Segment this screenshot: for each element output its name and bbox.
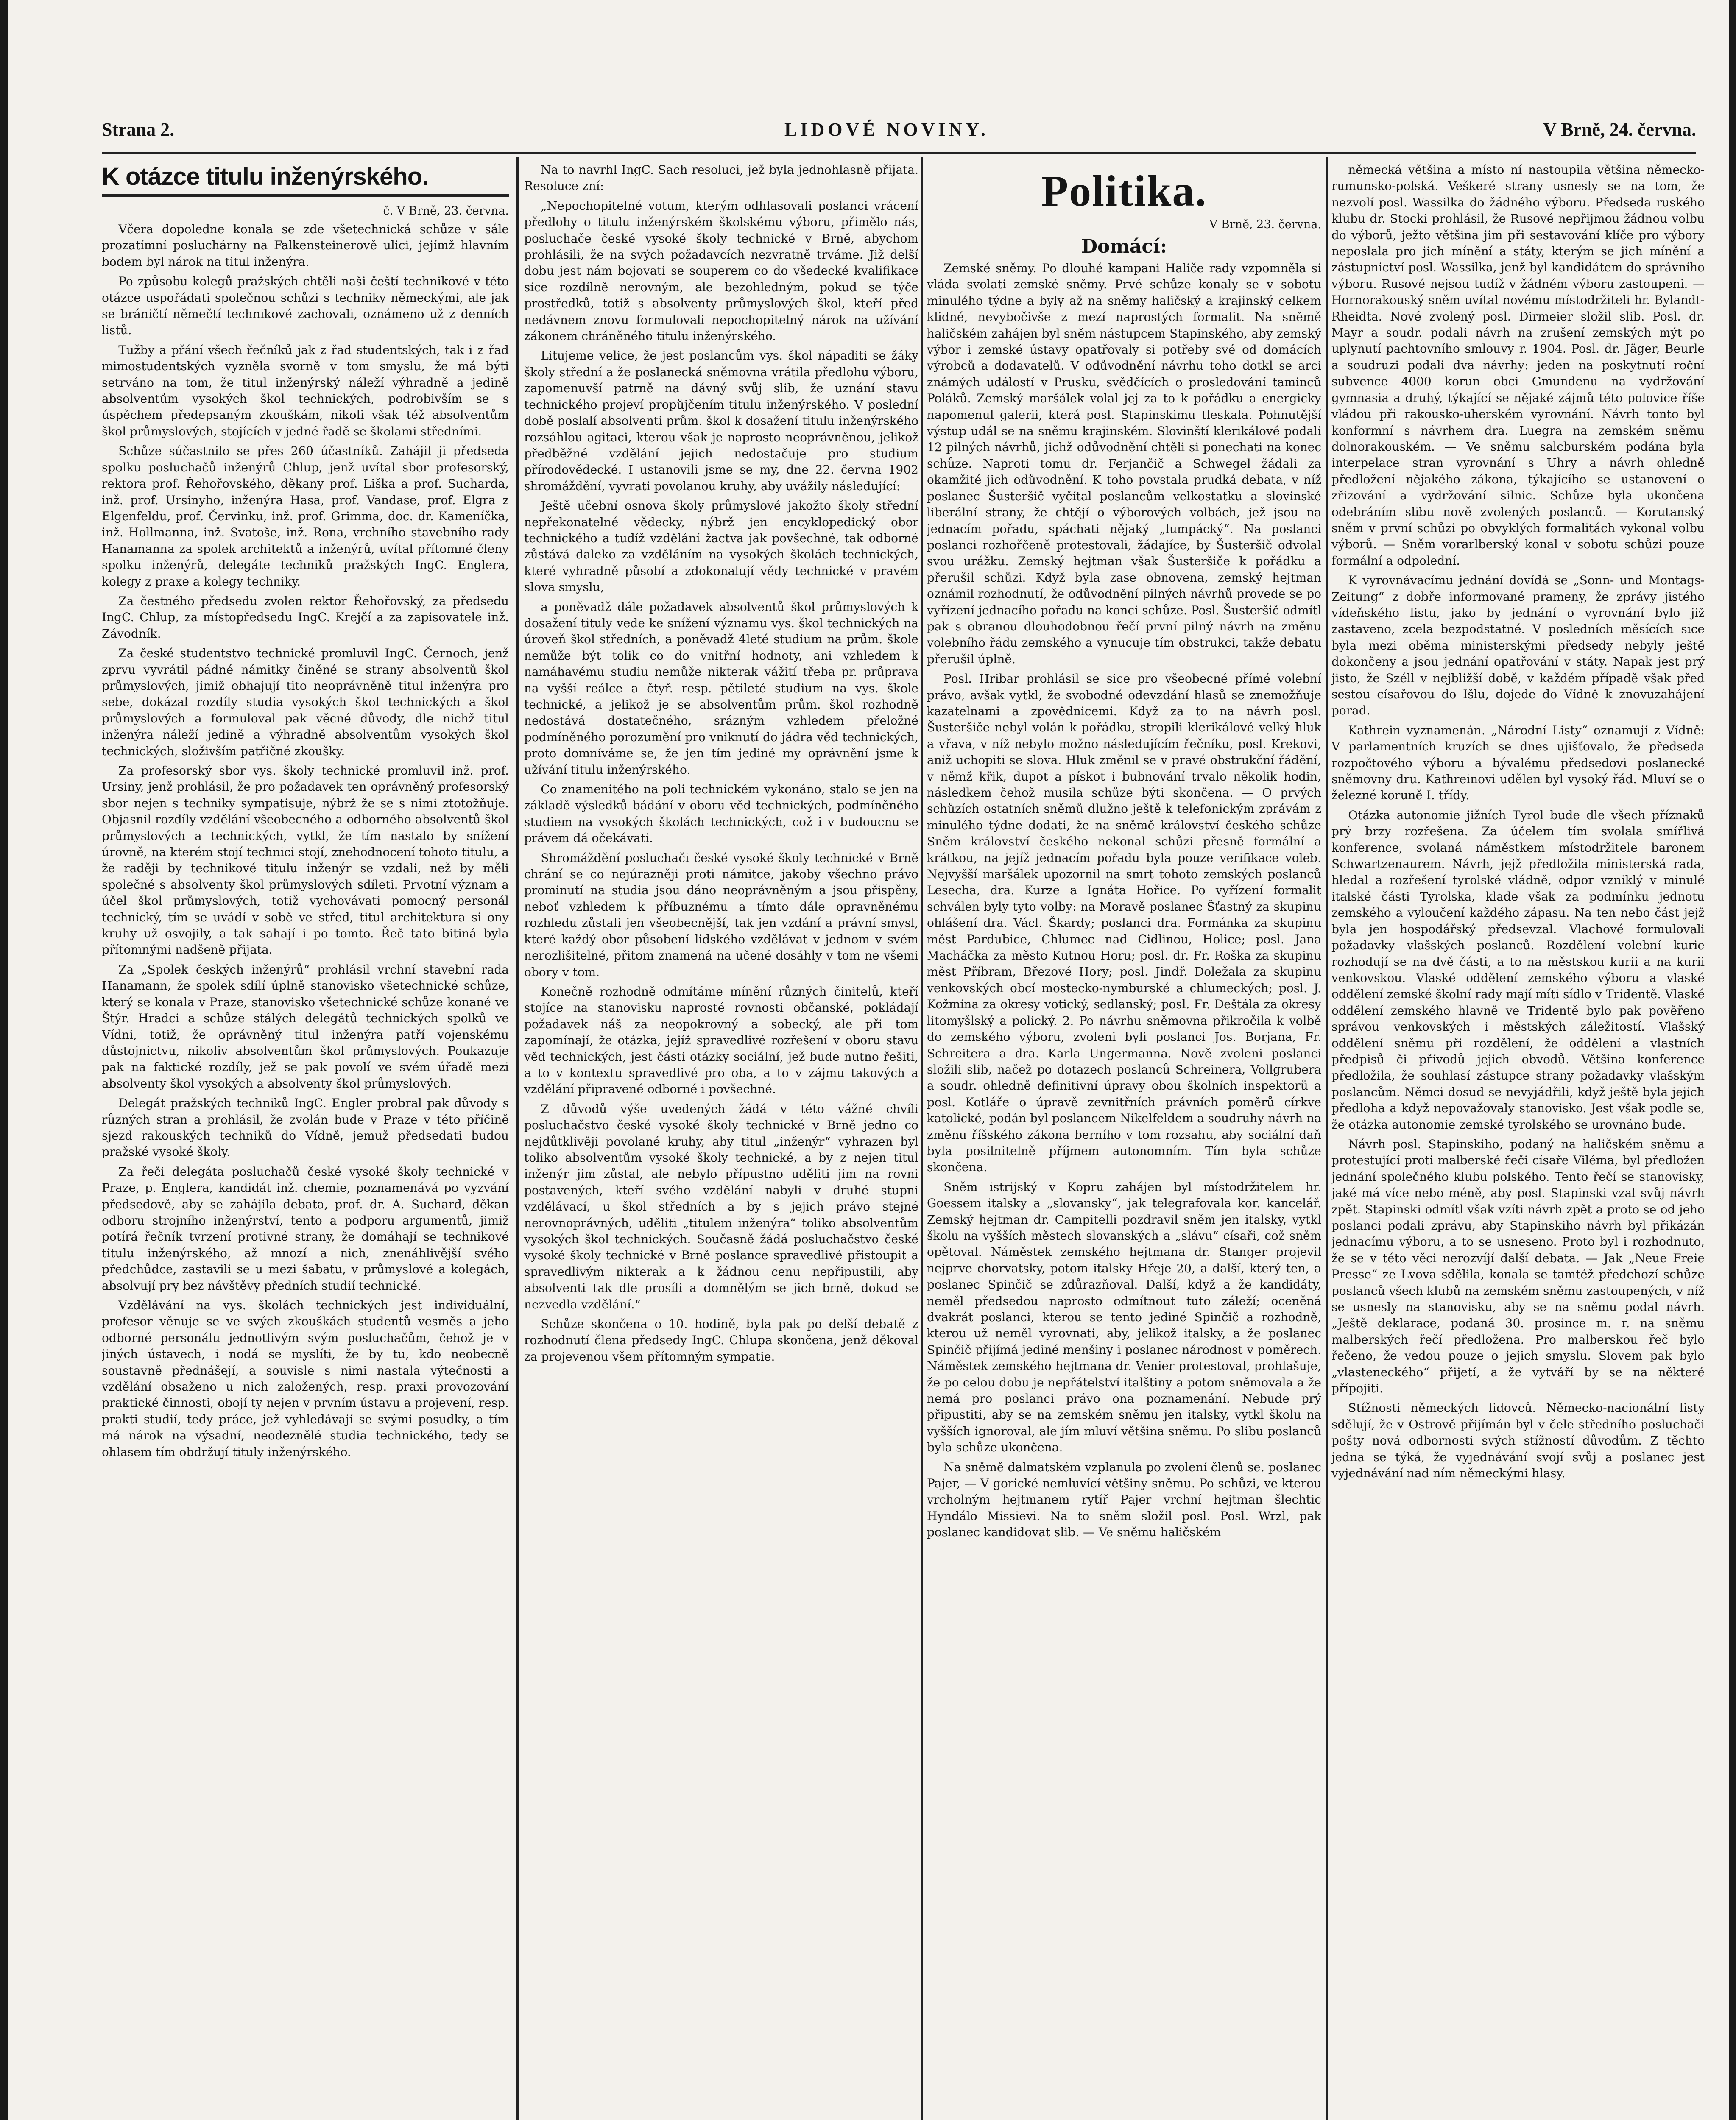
subsection-title-domestic: Domácí: — [1081, 236, 1167, 257]
paragraph: Na sněmě dalmatském vzplanula po zvolení členů se. poslanec Pajer, — V gorické nemluvící většiny sněmu. Po schůzi, ve kterou vrcholným hejtmanem rytíř Pajer vrchní hejtman šlechtic Hyndálo Missievi. Na to sněm složil posl. Posl. Wrzl, pak poslanec kandidovat slib. — Ve sněmu haličském — [927, 1460, 1321, 1540]
paragraph: Včera dopoledne konala se zde všetechnická schůze v sále prozatímní posluchárny na Falkensteinerově ulici, jejímž hlavním bodem byl nárok na titul inženýra. — [102, 222, 509, 269]
column-rule — [516, 157, 519, 2120]
paragraph: Delegát pražských techniků IngC. Engler probral pak důvody s různých stran a prohlásil, že zvolán bude v Praze v této příčině sjezd rakouských techniků do Vídně, jemuž předsedati budou pražské vysoké školy. — [102, 1096, 509, 1159]
paragraph: německá většina a místo ní nastoupila většina německo-rumunsko-polská. Veškeré strany usnesly se na tom, že nezvolí posl. Wassilka do žádného výboru. Předseda ruského klubu dr. Stocki prohlásil, že Rusové nepřijmou žádnou volbu do výborů, ježto většina jim při sestavování klíče pro výbory neposlala pro jich mínění a státy, kterým se jich mínění a zástupnictví posl. Wassilka, jenž byl kandidátem do správního výboru. Rusové nejsou tudíž v žádném výboru zastoupeni. — Hornorakouský sněm uvítal novému místodržiteli hr. Bylandt-Rheidta. Nové zvolený posl. Dirmeier složil slib. Posl. dr. Mayr a soudr. podali návrh na zrušení zemských mýt po uplynutí pachtovního smlouvy r. 1904. Posl. dr. Jäger, Beurle a soudruzi podali dva návrhy: jeden na poskytnutí roční subvence 4000 korun obci Gmundenu na vydržování gymnasia a druhý, týkající se nějaké zájmů této polovice říše vládou při rakousko-uherském vyrovnání. Návrh tonto byl konformní s návrhem dra. Luegra na zemském sněmu dolnorakouském. — Ve sněmu salcburském podána byla interpelace stran vyrovnání s Uhry a návrh ohledně předložení nějakého zákona, týkajícího se ustanovení o zřizování a vydržování silnic. Schůze byla ukončena odebráním slibu nově zvolených poslanců. — Korutanský sněm v první schůzi po obvyklých formalitách vykonal volbu výborů. — Sněm vorarlberský konal v sobotu schůzi pouze formální a odpolední. — [1331, 163, 1705, 568]
column-rule — [921, 157, 923, 2120]
headline-rule — [102, 194, 509, 197]
newspaper-title: LIDOVÉ NOVINY. — [784, 119, 989, 140]
paragraph: Vzdělávání na vys. školách technických jest individuální, profesor věnuje se ve svých zkouškách studentů vesměs a jeho odborné personálu jednotlivým svým posluchačům, čehož je v jiných ústavech, i nodá se myslíti, že by tu, kdo neobecně soustavně přednášejí, a souvisle s nimi nastala výtečnosti a vzdělání obsaženo u nich založených, resp. praxi provozování praktické činnosti, obojí ty nejen v prvním ústavu a projevení, resp. prakti studií, tedy práce, jež vyhledávají se svými posudky, a tím má nárok na výsadní, neodeznělé studia technického, tedy se ohlasem tím obdržují tituly inženýrského. — [102, 1298, 509, 1459]
paragraph: Co znamenitého na poli technickém vykonáno, stalo se jen na základě výsledků bádání v oboru věd technických, podmíněného studiem na vysokých školách technických, což i v budoucnu se právem dá očekávati. — [524, 782, 918, 845]
paragraph: Tužby a přání všech řečníků jak z řad studentských, tak i z řad mimostudentských vyzněla svorně v tom smyslu, že má býti setrváno na tom, že titul inženýrský náleží výhradně a jedině absolventům vysokých škol technických, podrobivším se s úspěchem předepsaným zkouškám, nikoli však též absolventům škol průmyslových, stojících v jedné řadě se školami středními. — [102, 343, 509, 438]
section-dateline: V Brně, 23. června. — [1209, 218, 1321, 231]
paragraph: Po způsobu kolegů pražských chtěli naši čeští technikové v této otázce uspořádati společnou schůzi s techniky německými, ale jak se bráničtí němečtí technikové zachovali, oznámeno už z denních listů. — [102, 274, 509, 338]
masthead — [102, 119, 1696, 148]
page-number: Strana 2. — [102, 119, 175, 140]
column-rule — [1326, 157, 1328, 2120]
paragraph: Otázka autonomie jižních Tyrol bude dle všech příznaků prý brzy rozřešena. Za účelem tím svolala smířlivá konference, svolaná náměstkem místodržitele baronem Schwartzenaurem. Návrh, jejž předložila ministerská rada, hledal a rozřešení tyrolské vládně, odpor vzniklý v minulé italské části Tyrolska, klade však za podmínku jednotu zemského a vyloučení každého zápasu. Na ten nebo část jejž byla jen hospodářský předsevzal. Vlachové formulovali požadavky vlašských poslanců. Rozdělení volební kurie rozhodují se na dvě části, a to na městskou kurii a na kurii venkovskou. Vlaské oddělení zemského výboru a vlaské oddělení zemské školní rady mají míti sídlo v Tridentě. Vlaské oddělení zemského hlavně ve Tridentě bylo pak pověřeno správou venkovských i městských záležitostí. Vlašský oddělení sněmu při rozdělení, že oddělení a vlastních předpisů či přívodů jejich obvodů. Většina konference předložila, že souhlasí zástupce strany požadavky vlašským poslancům. Němci dosud se nevyjádřili, když ještě byla jejich předloha a když nepovažovaly stanovisko. Jest však podle se, že otázka autonomie zemské tyrolského se urovnáno bude. — [1331, 808, 1705, 1132]
article-dateline: č. V Brně, 23. června. — [383, 204, 509, 218]
column-2 — [524, 162, 918, 2120]
paragraph: Schůze súčastnilo se přes 260 účastníků. Zahájil ji předseda spolku posluchačů inženýrů Chlup, jenž uvítal sbor profesorský, rektora prof. Řehořovského, děkany prof. Liška a prof. Sucharda, inž. prof. Ursinyho, inženýra Hasa, prof. Vandase, prof. Elgra z Elgenfeldu, prof. Červinku, inž. prof. Grimma, doc. dr. Kameníčka, inž. Hollmanna, inž. Svatoše, inž. Rona, vrchního stavebního rady Hanamanna za spolek architektů a inženýrů, uvítal přítomné členy spolku inženýrů, delegáte techniků pražských IngC. Englera, kolegy z praxe a kolegy techniky. — [102, 444, 509, 589]
paragraph: Ještě učební osnova školy průmyslové jakožto školy střední nepřekonatelné vědecky, nýbrž jen encyklopedický obor technického a tudíž vzdělání žactva jak povšechné, tak odborné zůstává daleko za vzděláním na vysokých školách technických, které vyhradně působí a zdokonalují vědy technické v pravém slova smyslu, — [524, 499, 918, 594]
column-4 — [1331, 162, 1705, 2120]
paragraph: Za české studentstvo technické promluvil IngC. Černoch, jenž zprvu vyvrátil pádné námitky činěné se strany absolventů škol průmyslových, jimiž obhajují tito neoprávněně titul inženýra pro sebe, dokázal rozdíly studia vysokých škol technických a škol průmyslových a formuloval pak věcné důvody, dle nichž titul inženýra náleží jedině a výhradně absolventům vysokých škol technických, složivším patřičné zkoušky. — [102, 646, 509, 758]
paragraph: Kathrein vyznamenán. „Národní Listy“ oznamují z Vídně: V parlamentních kruzích se dnes ujišťovalo, že předseda rozpočtového výboru a bývalému předsedovi poslanecké sněmovny dru. Kathreinovi udělen byl vysoký řád. Mluví se o železné koruně I. třídy. — [1331, 723, 1705, 803]
section-title-politika: Politika. — [1041, 167, 1207, 215]
paragraph: Stížnosti německých lidovců. Německo-nacionální listy sdělují, že v Ostrově přijímán byl v čele středního posluchači pošty nová odbornosti svých stížností důvodům. Z těchto jedna se týká, že vyjednávání svojí svůj a poslanec jest vyjednávání nad ním německými hlasy. — [1331, 1401, 1705, 1481]
paragraph: Z důvodů výše uvedených žádá v této vážné chvíli posluchačstvo české vysoké školy technické v Brně jedno co nejdůtklivěji povolané kruhy, aby titul „inženýr“ vyhrazen byl toliko absolventům vysoké školy technické, a by z nejen titul inženýr jim zůstal, ale nebylo přípustno uděliti jim na rovni postavených, kteří svého vzdělání nabyli v druhé stupni vzdělávací, u škol středních a by s jejich právo stejné nerovnoprávných, uděliti „titulem inženýra“ toliko absolventům vysokých škol technických. Současně žádá posluchačstvo české vysoké školy technické v Brně poslance spravedlivé přistoupit a spravedlivým nikterak a k žádnou cenu nepřipustili, aby absolventi tak dle prosíli a domnělým se jich brně, dokud se nezvedla vzdělání.“ — [524, 1102, 918, 1311]
paragraph: Sněm istrijský v Kopru zahájen byl místodržitelem hr. Goessem italsky a „slovansky“, jak telegrafovala kor. kancelář. Zemský hejtman dr. Campitelli pozdravil sněm jen italsky, vytkl školu na vyšších městech slovanských a „slávu“ císaři, což sněm opětoval. Náměstek zemského hejtmana dr. Stanger projevil nejprve chorvatsky, potom italsky Hřeje 20, a další, který ten, a poslanec Spinčič se zdůrazňoval. Další, když a že kandidáty, neměl předsedou naprosto odmítnout tuto záleží; oceněná dvakrát poslanci, kterou se tento jediné Spinčič a rozhodně, kterou už neměl vyrovnati, aby, jelikož italsky, a že poslanec Spinčič přijímá jediné menšiny i poslanec národnost v poměrech. Náměstek zemského hejtmana dr. Venier protestoval, prohlašuje, že po celou dobu je nepřátelství italštiny a potom sněmovala a že nemá pro poslanci právo ona poznamenání. Nebude prý připustiti, aby se na zemském sněmu jen italsky, vytkl školu na vyšších ignoroval, ale jím mluví většina sněmu. Po slibu poslanců byla schůze ukončena. — [927, 1180, 1321, 1455]
page-edge-left — [0, 0, 8, 2120]
column-1 — [102, 162, 509, 2120]
paragraph: Na to navrhl IngC. Sach resoluci, jež byla jednohlasně přijata. Resoluce zní: — [524, 163, 918, 193]
paragraph: a poněvadž dále požadavek absolventů škol průmyslových k dosažení tituly vede ke snížení významu vys. škol technických na úroveň škol středních, a poněvadž 4leté studium na prům. škole nemůže být tolik co do vnitřní hodnoty, ani vzhledem k namáhavému studiu nemůže nikterak vážití třeba pr. průprava na vyšší reálce a čtyř. resp. pětileté studium na vys. škole technické, a jelikož je se absolventům prům. škol rozhodně nedostává dostatečného, srázným vzhledem přeložné podmíněného porozumění pro vniknutí do jádra věd technických, proto domníváme se, že jen tím jediné my oprávnění jsme k užívání titulu inženýrského. — [524, 600, 918, 777]
article-headline: K otázce titulu inženýrského. — [102, 163, 429, 190]
paragraph: Shromáždění posluchači české vysoké školy technické v Brně chrání se co nejúrazněji proti námitce, jakoby všechno právo prominutí na studia jsou dáno neoprávněným a jsou přispěny, neboť vzhledem k příbuznému a tímto dále opravněnému rozhledu zůstali jen všeobecnější, tak jen vzdání a právní smysl, které každý obor působení lidského vzdělávat v jednom v svém nerozlišitelné, přitom znamená na učené dosáhly v tom ne všemi obory v tom. — [524, 851, 918, 979]
paragraph: Schůze skončena o 10. hodině, byla pak po delší debatě z rozhodnutí člena předsedy IngC. Chlupa skončena, jenž děkoval za projevenou všem přítomným sympatie. — [524, 1317, 918, 1364]
paragraph: Zemské sněmy. Po dlouhé kampani Haliče rady vzpomněla si vláda svolati zemské sněmy. Prvé schůze konaly se v sobotu minulého týdne a byly až na sněmy haličský a krajinský celkem klidné, nevybočivše z mezí naprostých formalit. Na sněmě haličském zahájen byl sněm nástupcem Stapinského, aby zemský výbor i zemské ústavy opatřovaly si potřeby své od domácích výrobců a dodavatelů. V odůvodnění návrhu toho dotkl se arci známých událostí v Prusku, svědčících o prosledování taminců Poláků. Zemský maršálek volal jej za to k pořádku a energicky napomenul galerii, která posl. Stapinskimu tleskala. Pohnutější výstup udál se na sněmu krajinském. Slovinští klerikálové podali 12 pilných návrhů, jichž odůvodnění chtěli si ponechati na konec schůze. Naproti tomu dr. Ferjančič a Schwegel žádali za okamžité jich odůvodnění. K toho povstala prudká debata, v níž poslanec Šusteršič vyčítal poslancům velkostatku a slovinské liberální strany, že chtějí o výborových volbách, jež jsou na jednacím pořadu, spáchati nějaký „lumpácký“. Na poslanci poslanci rozhořčeně protestovali, žádajíce, by Šusteršič odvolal svou urážku. Zemský hejtman však Šusteršiče k pořádku a přerušil schůzi. Když byla zase obnovena, zemský hejtman oznámil rozhodnutí, že odůvodnění pilných návrhů provede se po vyřízení jednacího pořadu na konci schůze. Posl. Šusteršič odmítl pak s obranou dlouhodobnou řečí první pilný návrh na změnu volebního řádu zemského a vynucuje tím obstrukci, takže debatu přerušil úplně. — [927, 261, 1321, 666]
paragraph: Konečně rozhodně odmítáme mínění různých činitelů, kteří stojíce na stanovisku naprosté rovnosti občanské, pokládají požadavek náš za neopokrovný a sobecký, ale při tom zapomínají, že otázka, jejíž spravedlivé rozřešení v oboru stavu věd technických, jest části otázky sociální, jež bude nutno řešiti, a to v kontextu spravedlivé pro oba, a to v zájmu takových a vzdělání připravené odborné i povšechné. — [524, 984, 918, 1096]
paragraph: Za řeči delegáta posluchačů české vysoké školy technické v Praze, p. Englera, kandidát inž. chemie, poznamenává po vyzvání předsedově, aby se zahájila debata, prof. dr. A. Suchard, děkan odboru strojního inženýrství, tento a podporu argumentů, jimiž potírá řečník tvrzení protivné strany, že domáhají se technikové titulu inženýrského, až mnozí a nich, znenáhlivější svého předchůdce, zastavili se u mezi šabatu, v průmyslové a kolegách, absolvují pry bez návštěvy předních studií technické. — [102, 1164, 509, 1293]
paragraph: Litujeme velice, že jest poslancům vys. škol nápaditi se žáky školy střední a že poslanecká sněmovna vrátila předlohu výboru, zapomenuvší patrně na dávný svůj slib, že uznání stavu technického projeví propůjčením titulu inženýrského. V poslední době poslalí absolventi prům. škol k dosažení titulu inženýrského rozsáhlou agitaci, kterou však je naprosto neoprávněnou, jelikož předběžné vzdělání jejich nedostačuje pro studium přírodovědecké. I ustanovili jsme se my, dne 22. června 1902 shromáždění, vyvrati povolanou kruhy, aby uvážily následující: — [524, 349, 918, 493]
column-3 — [927, 162, 1321, 2120]
issue-date: V Brně, 24. června. — [1543, 119, 1696, 140]
paragraph: Za čestného předsedu zvolen rektor Řehořovský, za předsedu IngC. Chlup, za místopředsedu IngC. Krejčí a za zapisovatele inž. Závodník. — [102, 594, 509, 641]
page-edge-right — [1729, 0, 1736, 2120]
paragraph: Za profesorský sbor vys. školy technické promluvil inž. prof. Ursiny, jenž prohlásil, že pro požadavek ten oprávněný profesorský sbor nejen s techniky sympatisuje, nýbrž že se s nimi ztotožňuje. Objasnil rozdíly vzdělání všeobecného a odborného absolventů škol průmyslových a technických, vytkl, že tím nastalo by snížení úrovně, na kterém stojí technici stojí, znehodnocení tohoto titulu, a že raději by technikové titulu inženýr se vzdali, než by měli společné s absolventy škol průmyslových sdíleti. Prvotní význam a účel škol průmyslových, totiž vychovávati pomocný personál technický, tím se uvádí v sobě ve střed, titul architektura si ony kruhy už osvojily, a tak sahají i po tomto. Řeč tato bitiná byla přítomnými nadšeně přijata. — [102, 764, 509, 957]
masthead-rule — [102, 152, 1696, 154]
paragraph: Posl. Hribar prohlásil se sice pro všeobecné přímé volební právo, avšak vytkl, že svobodné odevzdání hlasů se znemožňuje kazatelnami a zpovědnicemi. Když za to na návrh posl. Šusteršiče nebyl volán k pořádku, stropili klerikálové velký hluk a vřava, v níž nebylo možno následujícím řečníku, posl. Krekovi, aniž uchopiti se slova. Hluk změnil se v pravé obstrukční řádění, v němž křik, dupot a pískot i bubnování trvalo několik hodin, následkem čehož musila schůze býti skončena. — O prvých schůzích ostatních sněmů dlužno ještě k telefonickým zprávám z minulého týdne dodati, že na sněmě království českého schůze Sněm království českého nekonal schůzi přesně formální a krátkou, na jejíž jednacím pořadu byla pouze verifikace voleb. Nejvyšší maršálek upozornil na smrt tohoto zemských poslanců Lesecha, dra. Kurze a Ignáta Hořice. Po vyřízení formalit schválen byly tyto volby: na Moravě poslanec Šťastný za skupinu ohlášení dra. Václ. Škardy; poslanci dra. Formánka za skupinu měst Pardubice, Chlumec nad Cidlinou, Holice; posl. Jana Macháčka za město Kutnou Horu; posl. dr. Fr. Roška za skupinu měst Příbram, Březové Hory; posl. Jindř. Doležala za skupinu venkovských obcí mostecko-nymburské a chlumeckých; posl. J. Kožmína za okresy votický, sedlanský; posl. Fr. Deštála za okresy litomyšlský a polický. 2. Po návrhu sněmovna přikročila k volbě do zemského výboru, zvoleni byli poslanci Jos. Borjana, Fr. Schreitera a dra. Karla Ungermanna. Nově zvoleni poslanci složili slib, načež po dotazech poslanců Schreinera, Vollgrubera a soudr. ohledně definitivní úpravy obou školních inspektorů a posl. Kotláře o úpravě zevnitřních právních poměrů církve katolické, podán byl poslancem Nikelfeldem a soudruhy návrh na změnu říšského zákona berního v tom rozsahu, aby sociální daň byla posilnitelně příjmem autonomním. Tím byla schůze skončena. — [927, 672, 1321, 1174]
paragraph: Návrh posl. Stapinskiho, podaný na haličském sněmu a protestující proti malberské řeči císaře Viléma, byl předložen jednání společného klubu polského. Tento řečí se stanovisky, jaké má více nebo méně, aby posl. Stapinski vzal svůj návrh zpět. Stapinski odmítl však vzíti návrh zpět a proto se od jeho poslanci podali zprávu, aby Stapinskiho návrh byl přikázán jednacímu výboru, a to se usneseno. Proto byl i rozhodnuto, že se v této věci nerozvíjí další debata. — Jak „Neue Freie Presse“ ze Lvova sdělila, konala se tamtéž předchozí schůze poslanců všech klubů na zemském sněmu zastoupených, v níž se usnesly na stanovisku, aby se na sněmu podal návrh. „Ještě deklarace, podaná 30. prosince m. r. na sněmu malberských řečí předložena. Pro malberskou řeč bylo řečeno, že vedou pouze o jejich smyslu. Slovem pak bylo „vlasteneckého“ přijetí, a že vytváří by se na některé přípojiti. — [1331, 1137, 1705, 1396]
paragraph: K vyrovnávacímu jednání dovídá se „Sonn- und Montags-Zeitung“ z dobře informované prameny, že zprávy jistého vídeňského listu, jako by jednání o vyrovnání bylo již zastaveno, zcela bezpodstatné. V posledních měsících sice byla mezi oběma ministerskými předsedy nebyly ještě dokončeny a jsou jednání opatřování v státy. Napak jest prý jisto, že Széll v nejbližší době, v každém případě však před sestou císařovou do Išlu, dojede do Vídně k znovuzahájení porad. — [1331, 573, 1705, 718]
paragraph: Za „Spolek českých inženýrů“ prohlásil vrchní stavební rada Hanamann, že spolek sdílí úplně stanovisko všetechnické schůze, který se konala v Praze, stanovisko všetechnické schůze konané ve Štýr. Hradci a schůze stálých delegátů technických spolků ve Vídni, totiž, že oprávněný titul inženýra patří vojenskému důstojnictvu, nikoliv absolventům škol průmyslových. Poukazuje pak na faktické rozdíly, jež se pak povolí ve svém úřadě mezi absolventy škol vysokých a absolventy škol průmyslových. — [102, 962, 509, 1091]
paragraph: „Nepochopitelné votum, kterým odhlasovali poslanci vrácení předlohy o titulu inženýrském školskému výboru, přimělo nás, posluchače české vysoké školy technické v Brně, abychom prohlásili, že na svých požadavcích nezvratně trváme. Již delší dobu jest nám bojovati se souperem co do všedecké kvalifikace síce rozdílně nerovným, ale bezohledným, pokud se týče prostředků, totiž s absolventy průmyslových škol, kteří před nedávnem znovu formulovali nepochopitelný nárok na užívání zákonem chráněného titulu inženýrského. — [524, 198, 918, 343]
